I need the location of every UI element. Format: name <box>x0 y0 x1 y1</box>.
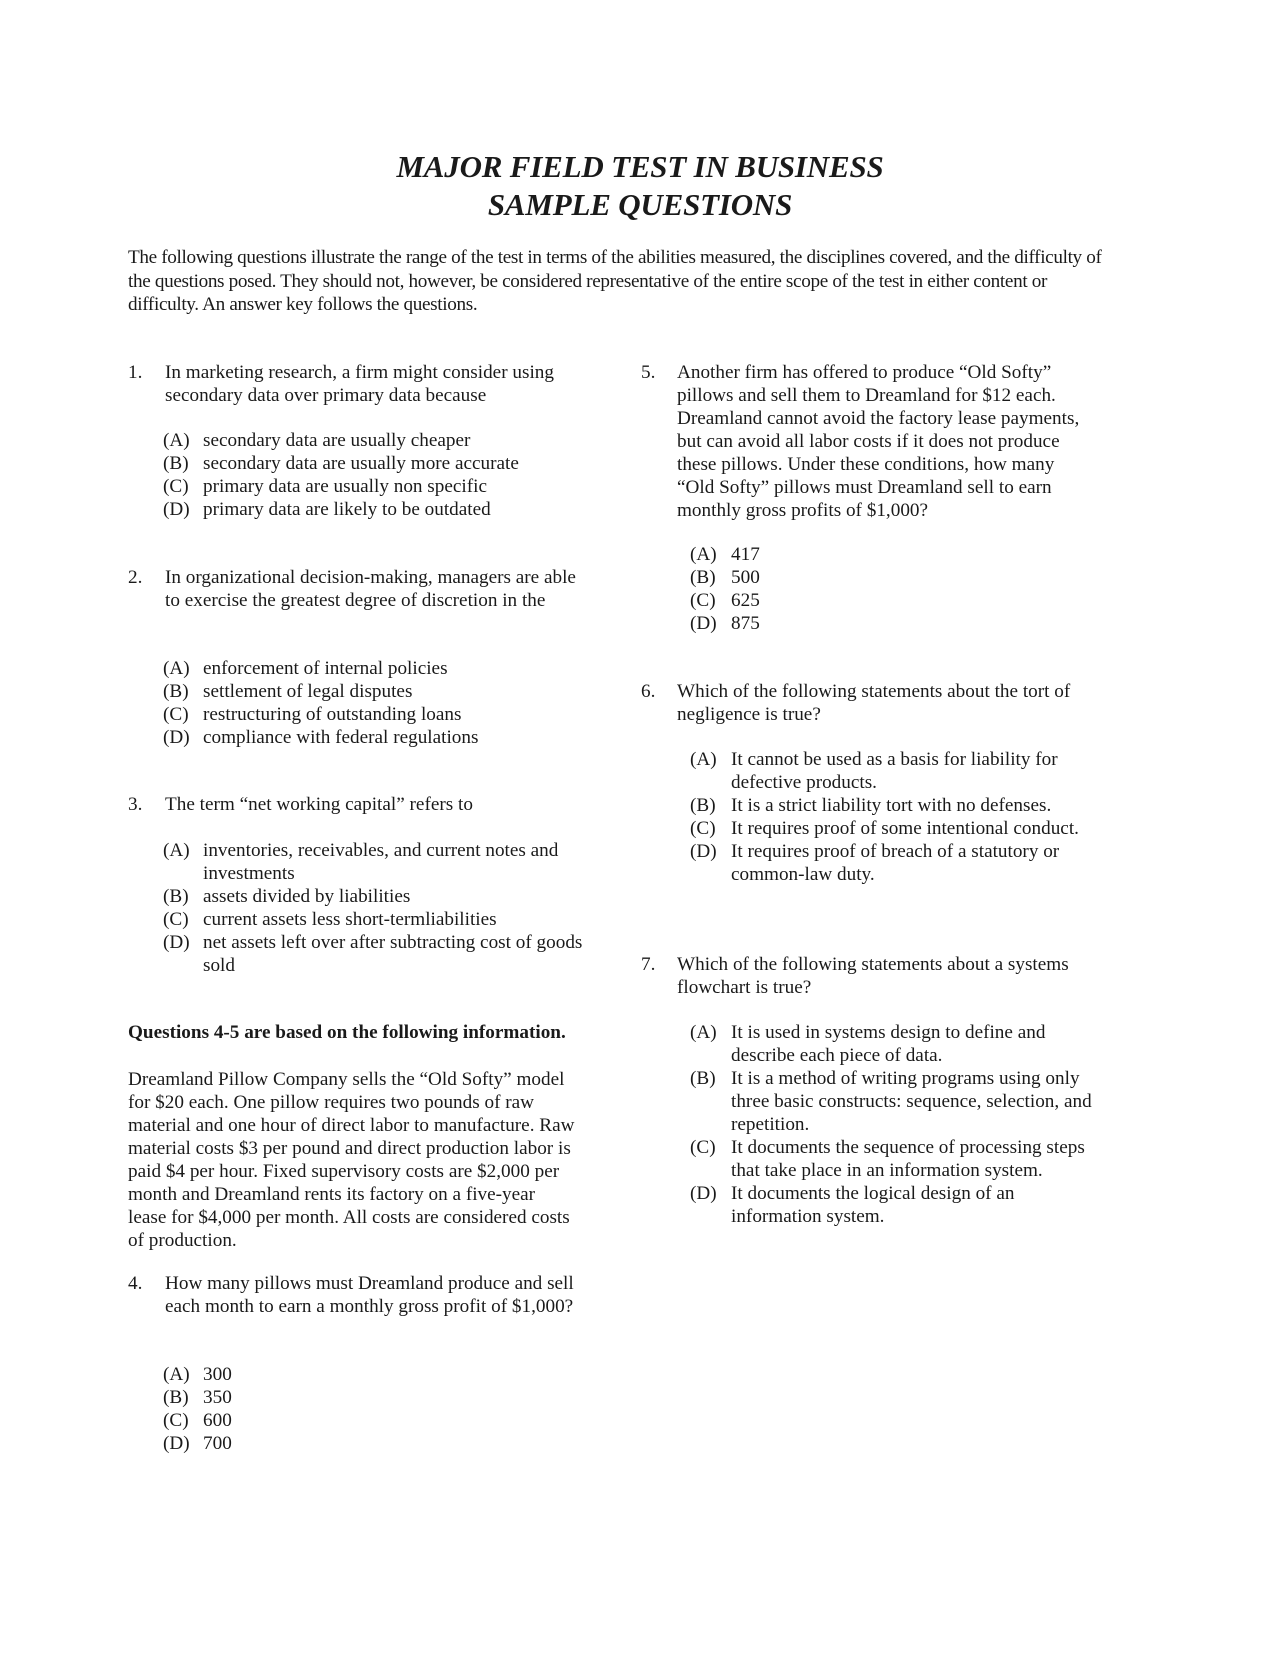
option-text: It requires proof of some intentional conduct. <box>731 818 1079 839</box>
option-letter: (A) <box>163 840 190 861</box>
option-text: It is a method of writing programs using only three basic constructs: sequence, selection, and repetition. <box>731 1068 1092 1135</box>
question-3-options <box>163 839 588 977</box>
option-letter: (D) <box>163 1433 190 1454</box>
question-text: How many pillows must Dreamland produce and sell each month to earn a monthly gross profit of $1,000? <box>165 1273 574 1317</box>
option-text: 300 <box>203 1364 232 1385</box>
option-text: 417 <box>731 544 760 565</box>
option-letter: (C) <box>690 818 716 839</box>
option-a <box>690 1021 1100 1067</box>
question-3 <box>128 793 588 816</box>
option-d <box>690 1182 1100 1228</box>
option-letter: (B) <box>690 567 716 588</box>
question-number: 5. <box>641 362 656 383</box>
option-b <box>163 680 588 703</box>
option-b <box>163 1386 588 1409</box>
option-b <box>163 885 588 908</box>
option-text: 875 <box>731 613 760 634</box>
option-letter: (B) <box>163 886 189 907</box>
option-letter: (C) <box>163 1410 189 1431</box>
question-2-options <box>163 657 588 749</box>
option-d <box>163 1432 588 1455</box>
option-c <box>690 589 1100 612</box>
option-letter: (B) <box>163 453 189 474</box>
option-text: It documents the logical design of an information system. <box>731 1183 1015 1227</box>
option-text: compliance with federal regulations <box>203 727 479 748</box>
option-text: settlement of legal disputes <box>203 681 413 702</box>
question-4-options <box>163 1363 588 1455</box>
option-text: primary data are usually non specific <box>203 476 487 497</box>
option-letter: (C) <box>163 909 189 930</box>
option-c <box>163 1409 588 1432</box>
option-b <box>690 794 1100 817</box>
option-d <box>163 931 588 977</box>
question-6 <box>641 680 1091 726</box>
option-c <box>163 908 588 931</box>
option-text: It is a strict liability tort with no defenses. <box>731 795 1052 816</box>
option-a <box>163 839 588 885</box>
option-a <box>690 543 1100 566</box>
title-line-1: MAJOR FIELD TEST IN BUSINESS <box>396 149 884 184</box>
question-number: 1. <box>128 362 143 383</box>
title-line-2: SAMPLE QUESTIONS <box>487 187 793 222</box>
question-number: 3. <box>128 794 143 815</box>
option-a <box>163 1363 588 1386</box>
option-c <box>690 1136 1100 1182</box>
intro-paragraph: The following questions illustrate the range of the test in terms of the abilities measured, the disciplines covered, and the difficulty of the questions posed. They should not, however, be considered representative of the entire scope of the test in either content or difficulty. An answer key follows the questions. <box>128 247 1102 315</box>
option-c <box>163 703 588 726</box>
option-text: 600 <box>203 1410 232 1431</box>
option-text: secondary data are usually more accurate <box>203 453 519 474</box>
option-letter: (A) <box>163 430 190 451</box>
option-d <box>690 612 1100 635</box>
option-a <box>690 748 1100 794</box>
option-letter: (D) <box>163 932 190 953</box>
option-letter: (D) <box>690 1183 717 1204</box>
question-text: Which of the following statements about the tort of negligence is true? <box>677 681 1071 725</box>
question-1-options <box>163 429 588 521</box>
option-b <box>690 566 1100 589</box>
question-5-options <box>690 543 1100 635</box>
option-d <box>690 840 1100 886</box>
question-text: In marketing research, a firm might consider using secondary data over primary data because <box>165 362 554 406</box>
option-letter: (B) <box>163 681 189 702</box>
option-b <box>690 1067 1100 1136</box>
question-number: 6. <box>641 681 656 702</box>
option-letter: (D) <box>163 727 190 748</box>
question-4 <box>128 1272 588 1318</box>
option-text: It is used in systems design to define and describe each piece of data. <box>731 1022 1046 1066</box>
option-letter: (B) <box>690 1068 716 1089</box>
option-letter: (A) <box>690 1022 717 1043</box>
option-letter: (D) <box>163 499 190 520</box>
option-text: enforcement of internal policies <box>203 658 448 679</box>
passage-text: Dreamland Pillow Company sells the “Old Softy” model for $20 each. One pillow requires two pounds of raw material and one hour of direct labor to manufacture. Raw material costs $3 per pound and direct production labor is paid $4 per hour. Fixed supervisory costs are $2,000 per month and Dreamland rents its factory on a five-year lease for $4,000 per month. All costs are considered costs of production. <box>128 1069 575 1251</box>
option-text: primary data are likely to be outdated <box>203 499 491 520</box>
option-letter: (A) <box>690 544 717 565</box>
option-text: current assets less short-termliabilities <box>203 909 497 930</box>
option-text: restructuring of outstanding loans <box>203 704 462 725</box>
option-text: inventories, receivables, and current notes and investments <box>203 840 559 884</box>
option-text: 700 <box>203 1433 232 1454</box>
option-a <box>163 429 588 452</box>
question-number: 2. <box>128 567 143 588</box>
option-a <box>163 657 588 680</box>
option-letter: (B) <box>163 1387 189 1408</box>
option-c <box>163 475 588 498</box>
option-letter: (C) <box>690 590 716 611</box>
question-number: 7. <box>641 954 656 975</box>
question-6-options <box>690 748 1100 886</box>
question-5 <box>641 361 1091 522</box>
option-letter: (A) <box>163 1364 190 1385</box>
option-text: net assets left over after subtracting cost of goods sold <box>203 932 583 976</box>
option-letter: (B) <box>690 795 716 816</box>
option-text: 350 <box>203 1387 232 1408</box>
passage-heading: Questions 4-5 are based on the following information. <box>128 1022 566 1043</box>
document-title <box>0 148 1280 224</box>
option-letter: (A) <box>690 749 717 770</box>
question-1 <box>128 361 588 407</box>
option-letter: (D) <box>690 841 717 862</box>
option-text: It requires proof of breach of a statutory or common-law duty. <box>731 841 1060 885</box>
option-d <box>163 498 588 521</box>
option-letter: (C) <box>163 476 189 497</box>
option-letter: (C) <box>690 1137 716 1158</box>
option-c <box>690 817 1100 840</box>
option-text: secondary data are usually cheaper <box>203 430 471 451</box>
option-text: 500 <box>731 567 760 588</box>
option-text: It documents the sequence of processing steps that take place in an information system. <box>731 1137 1085 1181</box>
question-text: The term “net working capital” refers to <box>165 794 473 815</box>
question-7-options <box>690 1021 1100 1228</box>
question-text: Another firm has offered to produce “Old Softy” pillows and sell them to Dreamland for $12 each. Dreamland cannot avoid the factory lease payments, but can avoid all labor costs if it does not produce these pillows. Under these conditions, how many “Old Softy” pillows must Dreamland sell to earn monthly gross profits of $1,000? <box>677 362 1080 521</box>
option-text: assets divided by liabilities <box>203 886 411 907</box>
question-2 <box>128 566 588 612</box>
option-d <box>163 726 588 749</box>
question-7 <box>641 953 1091 999</box>
option-text: It cannot be used as a basis for liability for defective products. <box>731 749 1058 793</box>
option-letter: (C) <box>163 704 189 725</box>
option-b <box>163 452 588 475</box>
question-number: 4. <box>128 1273 143 1294</box>
question-text: In organizational decision-making, managers are able to exercise the greatest degree of discretion in the <box>165 567 576 611</box>
question-text: Which of the following statements about a systems flowchart is true? <box>677 954 1069 998</box>
option-text: 625 <box>731 590 760 611</box>
option-letter: (D) <box>690 613 717 634</box>
option-letter: (A) <box>163 658 190 679</box>
